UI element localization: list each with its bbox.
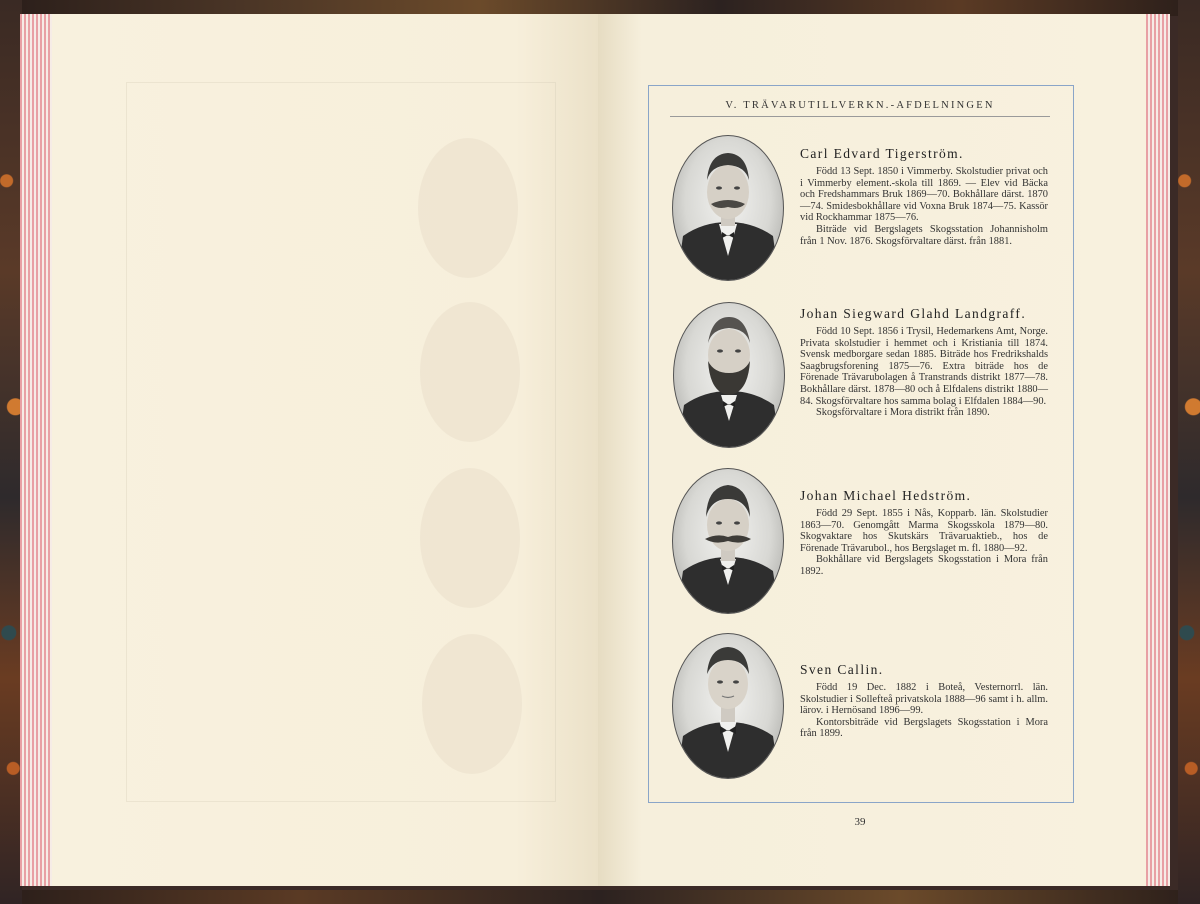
person-name: Johan Michael Hedström. xyxy=(800,488,972,503)
portrait-photo xyxy=(672,468,784,614)
running-header: V. TRÄVARUTILLVERKN.-AFDELNINGEN xyxy=(725,100,995,111)
person-name: Johan Siegward Glahd Landgraff. xyxy=(800,306,1027,321)
person-name: Sven Callin. xyxy=(800,662,884,677)
biography-text: Född 29 Sept. 1855 i Nås, Kopparb. län. Skolstudier 1863—70. Genomgått Marma Skogsskola 1879—80. Skogvaktare hos Skutskärs Trävaruaktieb., hos de Förenade Trävarubol., hos Bergslaget m. fl. 1880—92. xyxy=(800,508,1048,554)
page-stack-left xyxy=(20,14,54,886)
biography-entry xyxy=(800,662,1048,740)
portrait-photo xyxy=(672,135,784,281)
page-number: 39 xyxy=(854,816,866,828)
header-rule xyxy=(670,116,1050,117)
portrait-photo xyxy=(672,633,784,779)
show-through-portrait xyxy=(420,468,520,608)
biography-text: Född 10 Sept. 1856 i Trysil, Hedemarkens Amt, Norge. Privata skolstudier i hemmet och i Kristiania till 1874. Svensk medborgare sedan 1885. Biträde hos Fredrikshalds Saagbrugsforening 1875—76. Extra biträde hos de Förenade Trävarubolagen å Transtrands distrikt 1877—78. Bokhållare därst. 1878—80 och å Elfdalens distrikt 1880—84. Skogsförvaltare hos samma bolag i Elfdalen 1884—90. xyxy=(800,326,1048,407)
page-stack-right xyxy=(1144,14,1170,886)
biography-text: Kontorsbiträde vid Bergslagets Skogsstation i Mora från 1899. xyxy=(800,716,1048,740)
show-through-portrait xyxy=(418,138,518,278)
biography-text: Född 13 Sept. 1850 i Vimmerby. Skolstudier privat och i Vimmerby element.-skola till 1869. — Elev vid Bäcka och Fredshammars Bruk 1869—70. Bokhållare därst. 1870—74. Smidesbokhållare vid Voxna Bruk 1874—75. Kassör vid Rockhammar 1875—76. xyxy=(800,166,1048,224)
biography-text: Bokhållare vid Bergslagets Skogsstation i Mora från 1892. xyxy=(800,554,1048,577)
biography-entry xyxy=(800,488,1048,578)
biography-text: Skogsförvaltare i Mora distrikt från 1890. xyxy=(816,407,990,419)
biography-entry xyxy=(800,146,1048,247)
marbled-endpaper-left xyxy=(0,0,22,904)
marbled-edge-bottom xyxy=(0,890,1200,904)
marbled-endpaper-right xyxy=(1178,0,1200,904)
biography-text: Född 19 Dec. 1882 i Boteå, Vesternorrl. län. Skolstudier i Sollefteå privatskola 1888—96 samt i h. allm. lärov. i Hernösand 1896—99. xyxy=(800,682,1048,717)
biography-entry xyxy=(800,306,1048,419)
person-name: Carl Edvard Tigerström. xyxy=(800,146,964,161)
show-through-portrait xyxy=(420,302,520,442)
portrait-photo xyxy=(673,302,785,448)
biography-text: Biträde vid Bergslagets Skogsstation Johannisholm från 1 Nov. 1876. Skogsförvaltare därst. från 1881. xyxy=(800,223,1048,247)
show-through-portrait xyxy=(422,634,522,774)
